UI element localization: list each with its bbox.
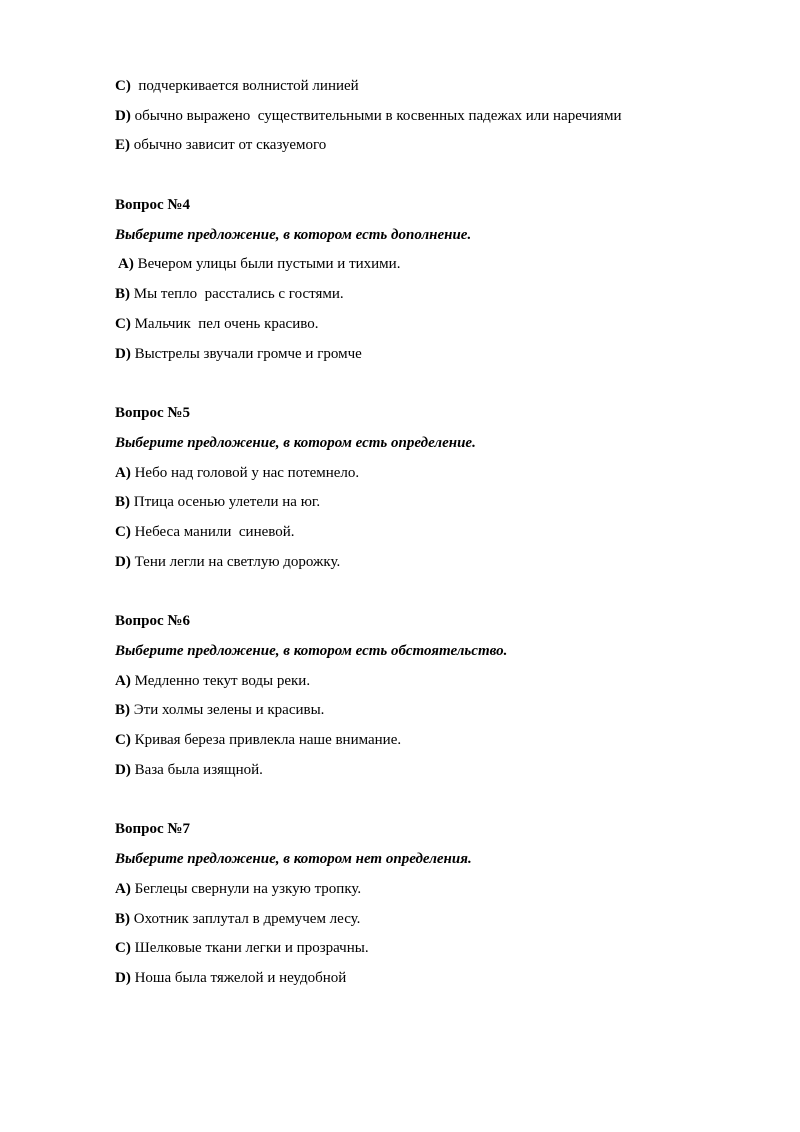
question-prompt: Выберите предложение, в котором есть дополнение. bbox=[115, 226, 472, 243]
option-letter: B) bbox=[115, 910, 130, 927]
option-letter: D) bbox=[115, 345, 131, 362]
option-text: Небеса манили синевой. bbox=[130, 523, 295, 540]
option-d bbox=[115, 106, 735, 136]
option-b bbox=[115, 909, 735, 939]
option-text: Кривая береза привлекла наше внимание. bbox=[130, 732, 402, 749]
option-letter: D) bbox=[115, 761, 131, 778]
question-prompt: Выберите предложение, в котором есть обстоятельство. bbox=[115, 643, 508, 659]
option-text: Птица осенью улетели на юг. bbox=[130, 494, 321, 511]
option-text: подчеркивается волнистой линией bbox=[130, 78, 359, 94]
option-text: Вечером улицы были пустыми и тихими. bbox=[133, 256, 401, 273]
option-letter: B) bbox=[115, 286, 130, 303]
option-text: Шелковые ткани легки и прозрачны. bbox=[130, 940, 369, 957]
option-c bbox=[115, 730, 735, 760]
option-text: Мальчик пел очень красиво. bbox=[130, 315, 319, 332]
spacer bbox=[115, 165, 735, 195]
option-letter: A) bbox=[115, 880, 131, 897]
option-c bbox=[115, 76, 735, 106]
option-letter: A) bbox=[115, 464, 131, 481]
option-letter: E) bbox=[115, 137, 130, 154]
option-text: Эти холмы зелены и красивы. bbox=[130, 702, 325, 719]
option-letter: C) bbox=[115, 78, 131, 94]
option-text: обычно выражено существительными в косвенных падежах или наречиями bbox=[130, 107, 622, 124]
option-letter: A) bbox=[118, 256, 134, 273]
question-title: Вопрос №4 bbox=[115, 197, 190, 214]
option-letter: D) bbox=[115, 969, 131, 986]
option-letter: D) bbox=[115, 553, 131, 570]
option-d bbox=[115, 760, 735, 790]
option-b bbox=[115, 700, 735, 730]
option-letter: C) bbox=[115, 523, 131, 540]
option-c bbox=[115, 522, 735, 552]
option-c bbox=[115, 938, 735, 968]
option-d bbox=[115, 344, 735, 374]
option-c bbox=[115, 314, 735, 344]
option-text: Ваза была изящной. bbox=[130, 761, 263, 778]
option-a bbox=[115, 671, 735, 701]
option-letter: A) bbox=[115, 672, 131, 689]
question-6 bbox=[115, 611, 735, 789]
option-letter: C) bbox=[115, 315, 131, 332]
option-text: Мы тепло расстались с гостями. bbox=[130, 286, 344, 303]
option-d bbox=[115, 968, 735, 998]
question-prompt: Выберите предложение, в котором есть определение. bbox=[115, 434, 476, 451]
option-letter: C) bbox=[115, 732, 131, 749]
question-prompt: Выберите предложение, в котором нет определения. bbox=[115, 851, 472, 868]
option-a bbox=[115, 254, 735, 284]
question-title: Вопрос №7 bbox=[115, 821, 190, 838]
question-5 bbox=[115, 403, 735, 581]
option-letter: D) bbox=[115, 107, 131, 124]
option-text: Тени легли на светлую дорожку. bbox=[130, 553, 341, 570]
option-d bbox=[115, 552, 735, 582]
option-text: Беглецы свернули на узкую тропку. bbox=[130, 880, 362, 897]
option-letter: B) bbox=[115, 702, 130, 719]
document-page bbox=[115, 76, 735, 998]
question-4 bbox=[115, 195, 735, 373]
spacer bbox=[115, 789, 735, 819]
option-text: Охотник заплутал в дремучем лесу. bbox=[130, 910, 361, 927]
option-text: Выстрелы звучали громче и громче bbox=[130, 345, 362, 362]
option-text: Ноша была тяжелой и неудобной bbox=[130, 969, 347, 986]
question-title: Вопрос №6 bbox=[115, 613, 190, 630]
prev-question-options bbox=[115, 76, 735, 165]
option-a bbox=[115, 463, 735, 493]
question-7 bbox=[115, 819, 735, 997]
question-title: Вопрос №5 bbox=[115, 405, 190, 422]
option-b bbox=[115, 492, 735, 522]
option-a bbox=[115, 879, 735, 909]
spacer bbox=[115, 373, 735, 403]
spacer bbox=[115, 581, 735, 611]
option-letter: B) bbox=[115, 494, 130, 511]
option-b bbox=[115, 284, 735, 314]
option-text: обычно зависит от сказуемого bbox=[130, 137, 327, 154]
option-e bbox=[115, 135, 735, 165]
option-text: Небо над головой у нас потемнело. bbox=[130, 464, 360, 481]
option-text: Медленно текут воды реки. bbox=[130, 672, 311, 689]
option-letter: C) bbox=[115, 940, 131, 957]
